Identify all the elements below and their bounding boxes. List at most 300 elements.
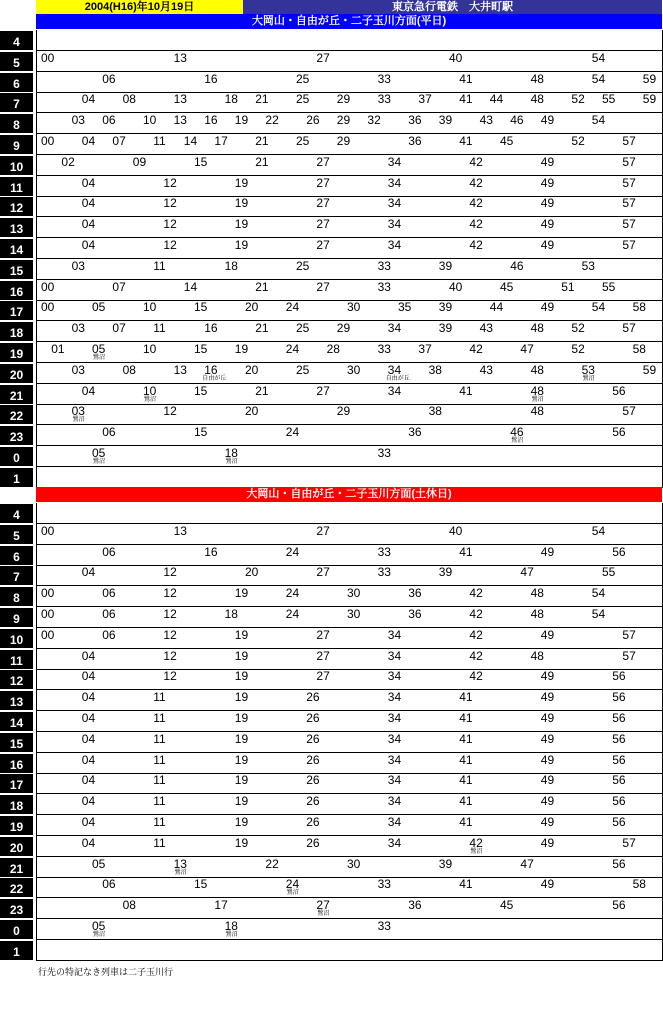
departure-minute: 58 — [632, 342, 646, 356]
departure-minute: 04 — [81, 134, 96, 148]
departure-minute: 41 — [459, 690, 473, 705]
departure-cell — [36, 690, 663, 711]
hour-label: 11 — [0, 177, 33, 196]
hour-label: 15 — [0, 260, 33, 279]
departure-cell — [36, 363, 663, 384]
hour-label: 8 — [0, 114, 33, 133]
departure-minute: 41 — [459, 92, 473, 107]
departure-minute: 03 — [71, 321, 85, 336]
departure-minute: 26 — [306, 690, 320, 705]
departure-minute: 06 — [102, 586, 116, 601]
departure-cell — [36, 565, 663, 586]
departure-minute: 12 — [163, 648, 177, 663]
destination-note: 鷺沼 — [531, 396, 544, 403]
departure-minute: 34 — [387, 196, 402, 211]
departure-minute: 49 — [540, 627, 555, 642]
departure-minute: 56 — [612, 898, 626, 913]
hour-label: 8 — [0, 587, 33, 606]
departure-minute: 54 — [591, 71, 606, 86]
departure-minute: 13 — [173, 523, 187, 538]
departure-minute: 16 — [204, 113, 218, 128]
departure-cell — [36, 342, 663, 363]
departure-minute: 41 — [459, 794, 473, 809]
departure-minute: 11 — [153, 794, 166, 809]
departure-minute: 06 — [102, 113, 116, 128]
departure-minute: 36 — [408, 586, 422, 601]
departure-minute: 12 — [163, 196, 177, 211]
departure-minute: 57 — [622, 175, 636, 190]
departure-minute: 48 — [530, 404, 544, 419]
hour-label: 14 — [0, 712, 33, 731]
departure-minute: 48 — [530, 383, 544, 398]
departure-minute: 24 — [285, 300, 300, 315]
departure-minute: 15 — [194, 154, 208, 169]
departure-minute: 57 — [622, 404, 636, 419]
hour-label: 20 — [0, 837, 33, 856]
departure-minute: 19 — [234, 648, 249, 663]
departure-minute: 10 — [143, 113, 157, 128]
departure-minute: 14 — [183, 279, 198, 294]
departure-minute: 47 — [520, 856, 534, 871]
departure-cell — [36, 238, 663, 259]
departure-minute: 24 — [285, 877, 300, 892]
destination-note: 鷺沼 — [144, 396, 157, 403]
departure-minute: 09 — [132, 154, 147, 169]
departure-minute: 20 — [245, 362, 259, 377]
destination-note: 鷺沼 — [174, 869, 187, 876]
departure-minute: 56 — [612, 752, 626, 767]
departure-minute: 25 — [296, 134, 310, 148]
departure-minute: 03 — [71, 113, 85, 128]
departure-minute: 41 — [459, 815, 473, 829]
departure-minute: 57 — [622, 238, 636, 252]
departure-minute: 30 — [347, 607, 361, 621]
destination-note: 鷺沼 — [317, 911, 330, 918]
departure-minute: 06 — [102, 425, 116, 440]
departure-minute: 48 — [530, 607, 544, 621]
departure-minute: 26 — [306, 773, 320, 788]
departure-minute: 20 — [245, 404, 259, 419]
departure-cell — [36, 113, 663, 134]
hour-label: 15 — [0, 733, 33, 752]
hour-label: 12 — [0, 670, 33, 689]
hour-row — [0, 113, 663, 134]
departure-minute: 43 — [479, 113, 493, 128]
departure-minute: 19 — [234, 794, 249, 809]
departure-minute: 21 — [255, 92, 269, 107]
departure-minute: 49 — [540, 794, 555, 809]
departure-minute: 41 — [459, 731, 473, 746]
departure-minute: 07 — [112, 279, 126, 294]
departure-minute: 29 — [336, 134, 351, 148]
hour-row — [0, 155, 663, 176]
hour-row — [0, 607, 663, 628]
departure-minute: 21 — [255, 383, 269, 398]
departure-minute: 03 — [71, 404, 85, 419]
departure-minute: 18 — [224, 919, 238, 933]
departure-minute: 34 — [387, 815, 402, 829]
departure-minute: 49 — [540, 217, 555, 232]
departure-minute: 44 — [489, 300, 504, 315]
hour-row — [0, 300, 663, 321]
hour-label: 20 — [0, 364, 33, 383]
departure-minute: 04 — [81, 690, 96, 705]
departure-minute: 27 — [316, 523, 330, 538]
departure-minute: 10 — [143, 300, 157, 315]
departure-minute: 03 — [71, 258, 85, 273]
hour-row — [0, 134, 663, 155]
departure-cell — [36, 51, 663, 72]
departure-minute: 12 — [163, 586, 177, 601]
departure-minute: 16 — [204, 71, 218, 86]
hour-label: 22 — [0, 878, 33, 897]
departure-minute: 32 — [367, 113, 381, 128]
departure-minute: 19 — [234, 835, 249, 850]
hour-row — [0, 565, 663, 586]
departure-cell — [36, 732, 663, 753]
hour-row — [0, 649, 663, 670]
departure-minute: 39 — [438, 300, 453, 315]
departure-minute: 49 — [540, 731, 555, 746]
departure-minute: 19 — [234, 815, 249, 829]
departure-minute: 24 — [285, 425, 300, 440]
hour-label: 7 — [0, 93, 33, 112]
departure-cell — [36, 586, 663, 607]
departure-cell — [36, 898, 663, 919]
departure-minute: 05 — [92, 446, 106, 460]
hour-row — [0, 815, 663, 836]
departure-minute: 05 — [92, 919, 106, 933]
departure-minute: 49 — [540, 835, 555, 850]
departure-minute: 33 — [377, 342, 391, 356]
departure-minute: 42 — [469, 586, 483, 601]
departure-minute: 34 — [387, 773, 402, 788]
departure-minute: 19 — [234, 196, 249, 211]
departure-minute: 33 — [377, 565, 391, 580]
departure-minute: 08 — [122, 898, 136, 913]
departure-minute: 27 — [316, 50, 330, 65]
hour-row — [0, 794, 663, 815]
departure-minute: 46 — [510, 113, 524, 128]
hour-row — [0, 836, 663, 857]
departure-minute: 04 — [81, 815, 96, 829]
departure-minute: 48 — [530, 71, 544, 86]
departure-cell — [36, 628, 663, 649]
departure-minute: 56 — [612, 794, 626, 809]
departure-cell — [36, 857, 663, 878]
departure-minute: 53 — [581, 362, 595, 377]
hour-label: 4 — [0, 31, 33, 50]
departure-minute: 36 — [408, 134, 422, 148]
departure-minute: 42 — [469, 627, 483, 642]
departure-minute: 20 — [245, 565, 259, 580]
departure-cell — [36, 176, 663, 197]
departure-minute: 57 — [622, 835, 636, 850]
departure-minute: 27 — [316, 279, 330, 294]
departure-minute: 38 — [428, 404, 442, 419]
departure-minute: 12 — [163, 217, 177, 232]
departure-minute: 54 — [591, 113, 606, 128]
departure-cell — [36, 134, 663, 155]
departure-minute: 04 — [81, 835, 96, 850]
departure-minute: 27 — [316, 565, 330, 580]
hour-label: 13 — [0, 691, 33, 710]
departure-minute: 27 — [316, 627, 330, 642]
departure-minute: 49 — [540, 196, 555, 211]
departure-minute: 25 — [296, 321, 310, 336]
departure-minute: 26 — [306, 835, 320, 850]
departure-minute: 49 — [540, 773, 555, 788]
departure-cell — [36, 524, 663, 545]
hour-label: 23 — [0, 426, 33, 445]
departure-minute: 16 — [204, 362, 218, 377]
departure-minute: 57 — [622, 217, 636, 232]
departure-minute: 37 — [418, 342, 432, 356]
departure-minute: 19 — [234, 669, 249, 684]
departure-minute: 19 — [234, 773, 249, 788]
departure-minute: 05 — [92, 342, 106, 356]
departure-minute: 33 — [377, 877, 391, 892]
departure-minute: 21 — [255, 134, 269, 148]
departure-minute: 33 — [377, 446, 391, 460]
hour-row — [0, 280, 663, 301]
departure-minute: 17 — [214, 898, 228, 913]
departure-minute: 24 — [285, 544, 300, 559]
departure-minute: 21 — [255, 321, 269, 336]
departure-minute: 34 — [387, 794, 402, 809]
departure-minute: 02 — [61, 154, 75, 169]
departure-minute: 42 — [469, 154, 483, 169]
departure-minute: 49 — [540, 544, 555, 559]
destination-note: 鷺沼 — [225, 932, 238, 938]
departure-minute: 13 — [173, 50, 187, 65]
departure-minute: 22 — [265, 113, 279, 128]
departure-minute: 38 — [428, 362, 442, 377]
departure-minute: 27 — [316, 669, 330, 684]
departure-minute: 53 — [581, 258, 595, 273]
departure-minute: 26 — [306, 815, 320, 829]
departure-minute: 41 — [459, 877, 473, 892]
departure-cell — [36, 503, 663, 524]
date-label: 2004(H16)年10月19日 — [36, 0, 243, 14]
departure-minute: 56 — [612, 690, 626, 705]
departure-minute: 10 — [143, 342, 157, 356]
departure-minute: 56 — [612, 731, 626, 746]
departure-minute: 55 — [602, 565, 616, 580]
departure-minute: 52 — [571, 134, 585, 148]
departure-cell — [36, 773, 663, 794]
departure-minute: 25 — [296, 258, 310, 273]
departure-minute: 34 — [387, 731, 402, 746]
departure-minute: 04 — [81, 565, 96, 580]
departure-minute: 08 — [122, 92, 136, 107]
departure-minute: 49 — [540, 154, 555, 169]
departure-minute: 27 — [316, 648, 330, 663]
departure-minute: 26 — [306, 794, 320, 809]
departure-minute: 41 — [459, 773, 473, 788]
departure-minute: 04 — [81, 711, 96, 725]
departure-minute: 04 — [81, 794, 96, 809]
departure-minute: 42 — [469, 669, 483, 684]
departure-minute: 52 — [571, 342, 585, 356]
departure-minute: 57 — [622, 154, 636, 169]
hour-label: 5 — [0, 52, 33, 71]
departure-minute: 56 — [612, 425, 626, 440]
hour-row — [0, 753, 663, 774]
departure-minute: 42 — [469, 648, 483, 663]
departure-minute: 22 — [265, 856, 279, 871]
hour-row — [0, 342, 663, 363]
departure-minute: 30 — [347, 586, 361, 601]
departure-minute: 33 — [377, 92, 391, 107]
departure-minute: 43 — [479, 362, 493, 377]
hour-label: 1 — [0, 468, 33, 487]
station-name: 東京急行電鉄 大井町駅 — [243, 0, 662, 14]
departure-minute: 04 — [81, 731, 96, 746]
departure-minute: 57 — [622, 321, 636, 336]
destination-note: 鷺沼 — [93, 355, 106, 361]
departure-minute: 36 — [408, 898, 422, 913]
departure-minute: 41 — [459, 752, 473, 767]
hour-label: 22 — [0, 405, 33, 424]
departure-cell — [36, 404, 663, 425]
departure-minute: 48 — [530, 92, 544, 107]
departure-minute: 12 — [163, 404, 177, 419]
departure-minute: 54 — [591, 586, 606, 601]
hour-row — [0, 259, 663, 280]
footer-note: 行先の特記なき列車は二子玉川行 — [38, 967, 174, 977]
hour-label: 11 — [0, 650, 33, 669]
departure-cell — [36, 155, 663, 176]
departure-minute: 29 — [336, 92, 351, 107]
departure-minute: 59 — [642, 92, 657, 107]
departure-minute: 34 — [387, 669, 402, 684]
departure-minute: 11 — [153, 258, 166, 273]
hour-label: 12 — [0, 197, 33, 216]
departure-minute: 30 — [347, 300, 361, 315]
weekday-section-title: 大岡山・自由が丘・二子玉川方面(平日) — [36, 14, 662, 29]
departure-minute: 34 — [387, 711, 402, 725]
departure-minute: 42 — [469, 835, 483, 850]
departure-minute: 12 — [163, 669, 177, 684]
hour-label: 4 — [0, 504, 33, 523]
destination-note: 鷺沼 — [511, 438, 524, 445]
departure-minute: 37 — [418, 92, 432, 107]
departure-minute: 57 — [622, 196, 636, 211]
hour-label: 18 — [0, 795, 33, 814]
hour-row — [0, 857, 663, 878]
departure-minute: 11 — [153, 752, 166, 767]
departure-minute: 46 — [510, 425, 524, 440]
hour-label: 16 — [0, 754, 33, 773]
departure-minute: 15 — [194, 342, 208, 356]
departure-minute: 28 — [326, 342, 340, 356]
departure-minute: 06 — [102, 627, 116, 642]
departure-minute: 39 — [438, 565, 453, 580]
departure-cell — [36, 649, 663, 670]
departure-minute: 36 — [408, 425, 422, 440]
departure-minute: 27 — [316, 383, 330, 398]
departure-minute: 27 — [316, 217, 330, 232]
departure-minute: 24 — [285, 607, 300, 621]
departure-minute: 56 — [612, 711, 626, 725]
departure-minute: 39 — [438, 258, 453, 273]
departure-minute: 26 — [306, 711, 320, 725]
departure-minute: 25 — [296, 92, 310, 107]
departure-minute: 42 — [469, 238, 483, 252]
departure-minute: 34 — [387, 835, 402, 850]
departure-minute: 00 — [41, 586, 55, 601]
hour-row — [0, 773, 663, 794]
departure-minute: 03 — [71, 362, 85, 377]
departure-minute: 19 — [234, 627, 249, 642]
hour-row — [0, 586, 663, 607]
departure-minute: 00 — [41, 300, 55, 315]
departure-minute: 11 — [153, 690, 166, 705]
hour-label: 21 — [0, 385, 33, 404]
departure-minute: 06 — [102, 607, 116, 621]
departure-minute: 48 — [530, 321, 544, 336]
departure-minute: 26 — [306, 731, 320, 746]
departure-minute: 27 — [316, 898, 330, 913]
departure-minute: 54 — [591, 523, 606, 538]
departure-minute: 34 — [387, 752, 402, 767]
departure-minute: 19 — [234, 175, 249, 190]
departure-minute: 54 — [591, 300, 606, 315]
hour-row — [0, 467, 663, 488]
departure-minute: 39 — [438, 856, 453, 871]
departure-minute: 48 — [530, 362, 544, 377]
hour-label: 6 — [0, 546, 33, 565]
hour-label: 0 — [0, 447, 33, 466]
destination-note: 自由が丘 — [385, 375, 410, 382]
departure-cell — [36, 446, 663, 467]
departure-minute: 15 — [194, 300, 208, 315]
departure-minute: 40 — [449, 279, 463, 294]
departure-minute: 11 — [153, 731, 166, 746]
departure-minute: 41 — [459, 383, 473, 398]
departure-minute: 34 — [387, 383, 402, 398]
hour-row — [0, 404, 663, 425]
hour-row — [0, 321, 663, 342]
departure-minute: 04 — [81, 238, 96, 252]
departure-minute: 27 — [316, 175, 330, 190]
departure-minute: 17 — [214, 134, 228, 148]
departure-minute: 00 — [41, 279, 55, 294]
departure-minute: 59 — [642, 71, 657, 86]
departure-minute: 15 — [194, 877, 208, 892]
departure-cell — [36, 836, 663, 857]
hour-row — [0, 425, 663, 446]
departure-minute: 04 — [81, 669, 96, 684]
departure-minute: 49 — [540, 815, 555, 829]
hour-label: 6 — [0, 73, 33, 92]
hour-row — [0, 363, 663, 384]
departure-minute: 49 — [540, 300, 555, 315]
departure-minute: 24 — [285, 342, 300, 356]
destination-note: 鷺沼 — [225, 459, 238, 465]
departure-minute: 55 — [602, 279, 616, 294]
departure-minute: 49 — [540, 113, 555, 128]
hour-label: 18 — [0, 322, 33, 341]
hour-row — [0, 72, 663, 93]
departure-cell — [36, 467, 663, 488]
departure-minute: 34 — [387, 175, 402, 190]
hour-row — [0, 940, 663, 961]
departure-minute: 12 — [163, 607, 177, 621]
departure-cell — [36, 711, 663, 732]
departure-minute: 33 — [377, 71, 391, 86]
